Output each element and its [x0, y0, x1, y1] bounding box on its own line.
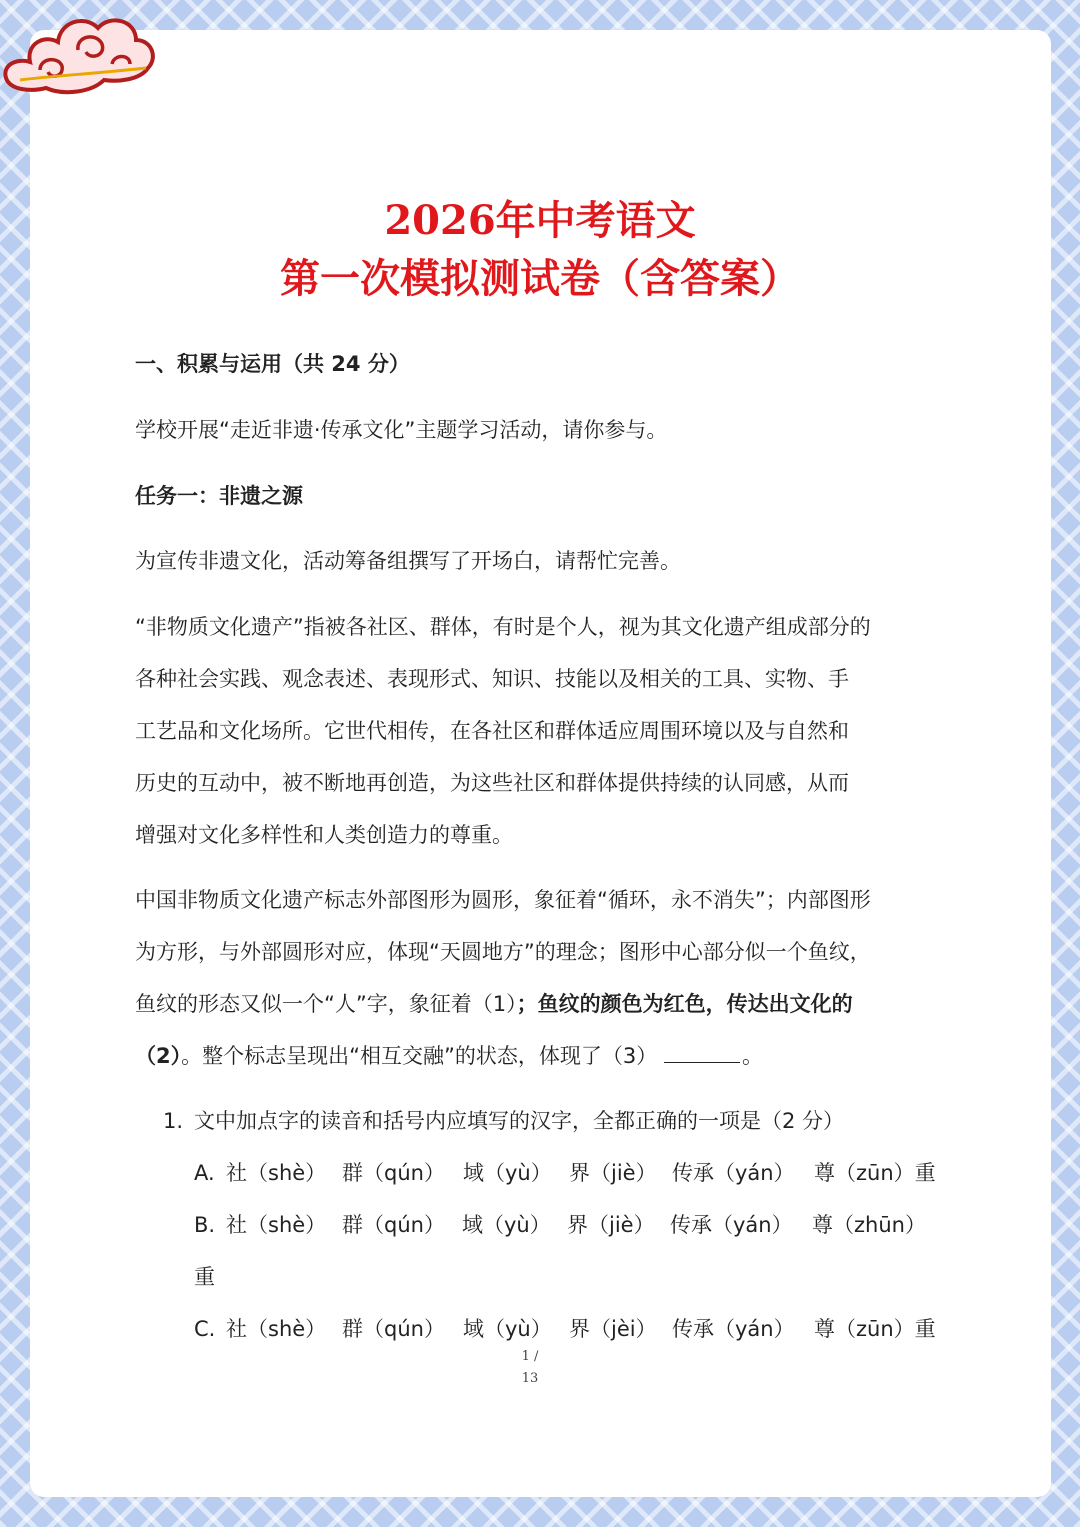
paragraph2-text: 鱼纹的形态又似一个“人”字，象征着（1）: [135, 992, 517, 1016]
answer-blank[interactable]: [664, 1044, 740, 1063]
exam-title-line2: 第一次模拟测试卷（含答案）: [280, 255, 800, 302]
page-number-current: 1 /: [521, 1349, 539, 1364]
option-a-label[interactable]: A.: [194, 1161, 215, 1185]
paragraph2-bold-text: （2）: [135, 1044, 182, 1068]
option-c-item: 尊（zūn）重: [814, 1317, 936, 1341]
option-c-item: 界（jèi）: [569, 1317, 657, 1341]
paragraph2-line: 中国非物质文化遗产标志外部图形为圆形，象征着“循环，永不消失”；内部图形: [135, 888, 871, 912]
activity-intro: 学校开展“走近非遗·传承文化”主题学习活动，请你参与。: [135, 418, 668, 442]
paragraph2-end: 。: [741, 1044, 763, 1068]
option-c-item: 域（yù）: [463, 1317, 552, 1341]
option-a-item: 界（jiè）: [569, 1161, 657, 1185]
paragraph1-line: 历史的互动中，被不断地再创造，为这些社区和群体提供持续的认同感，从而: [135, 771, 849, 795]
page-number-total: 13: [521, 1371, 539, 1386]
paragraph2-text: 。整个标志呈现出“相互交融”的状态，体现了（3）: [181, 1044, 658, 1068]
option-b-item: 社（shè）: [226, 1213, 327, 1237]
auspicious-cloud-icon: [0, 0, 160, 110]
option-a-item: 尊（zūn）重: [814, 1161, 936, 1185]
option-b-item: 域（yù）: [462, 1213, 551, 1237]
option-b-item: 传承（yán）: [670, 1213, 793, 1237]
task1-description: 为宣传非遗文化，活动筹备组撰写了开场白，请帮忙完善。: [135, 549, 681, 573]
option-a-item: 域（yù）: [463, 1161, 552, 1185]
paragraph2-line: 为方形，与外部圆形对应，体现“天圆地方”的理念；图形中心部分似一个鱼纹，: [135, 940, 871, 964]
question1-number: 1.: [163, 1109, 184, 1133]
question1-text: 文中加点字的读音和括号内应填写的汉字，全都正确的一项是（2 分）: [194, 1109, 845, 1133]
paragraph1-line: “非物质文化遗产”指被各社区、群体，有时是个人，视为其文化遗产组成部分的: [135, 615, 871, 639]
option-b-label[interactable]: B.: [194, 1213, 216, 1237]
paragraph1-line: 工艺品和文化场所。它世代相传，在各社区和群体适应周围环境以及与自然和: [135, 719, 849, 743]
option-b-item: 群（qún）: [342, 1213, 445, 1237]
paragraph1-line: 各种社会实践、观念表述、表现形式、知识、技能以及相关的工具、实物、手: [135, 667, 849, 691]
option-c-item: 传承（yán）: [672, 1317, 795, 1341]
option-a-item: 群（qún）: [342, 1161, 445, 1185]
option-a-item: 传承（yán）: [672, 1161, 795, 1185]
paragraph2-bold-text: ；鱼纹的颜色为红色，传达出文化的: [516, 992, 853, 1016]
paragraph2-line: [135, 989, 853, 1019]
paragraph2-line: [135, 1041, 763, 1071]
option-a-item: 社（shè）: [226, 1161, 327, 1185]
option-c-label[interactable]: C.: [194, 1317, 216, 1341]
section1-heading: 一、积累与运用（共 24 分）: [135, 352, 410, 376]
exam-title-line1: 2026年中考语文: [384, 197, 696, 244]
option-b-item: 界（jiè）: [567, 1213, 655, 1237]
option-c-item: 群（qún）: [342, 1317, 445, 1341]
option-c-item: 社（shè）: [226, 1317, 327, 1341]
paragraph1-line: 增强对文化多样性和人类创造力的尊重。: [135, 823, 513, 847]
task1-heading: 任务一：非遗之源: [135, 484, 303, 508]
option-b-item: 尊（zhūn）: [812, 1213, 926, 1237]
option-b-wrap: 重: [194, 1265, 215, 1289]
